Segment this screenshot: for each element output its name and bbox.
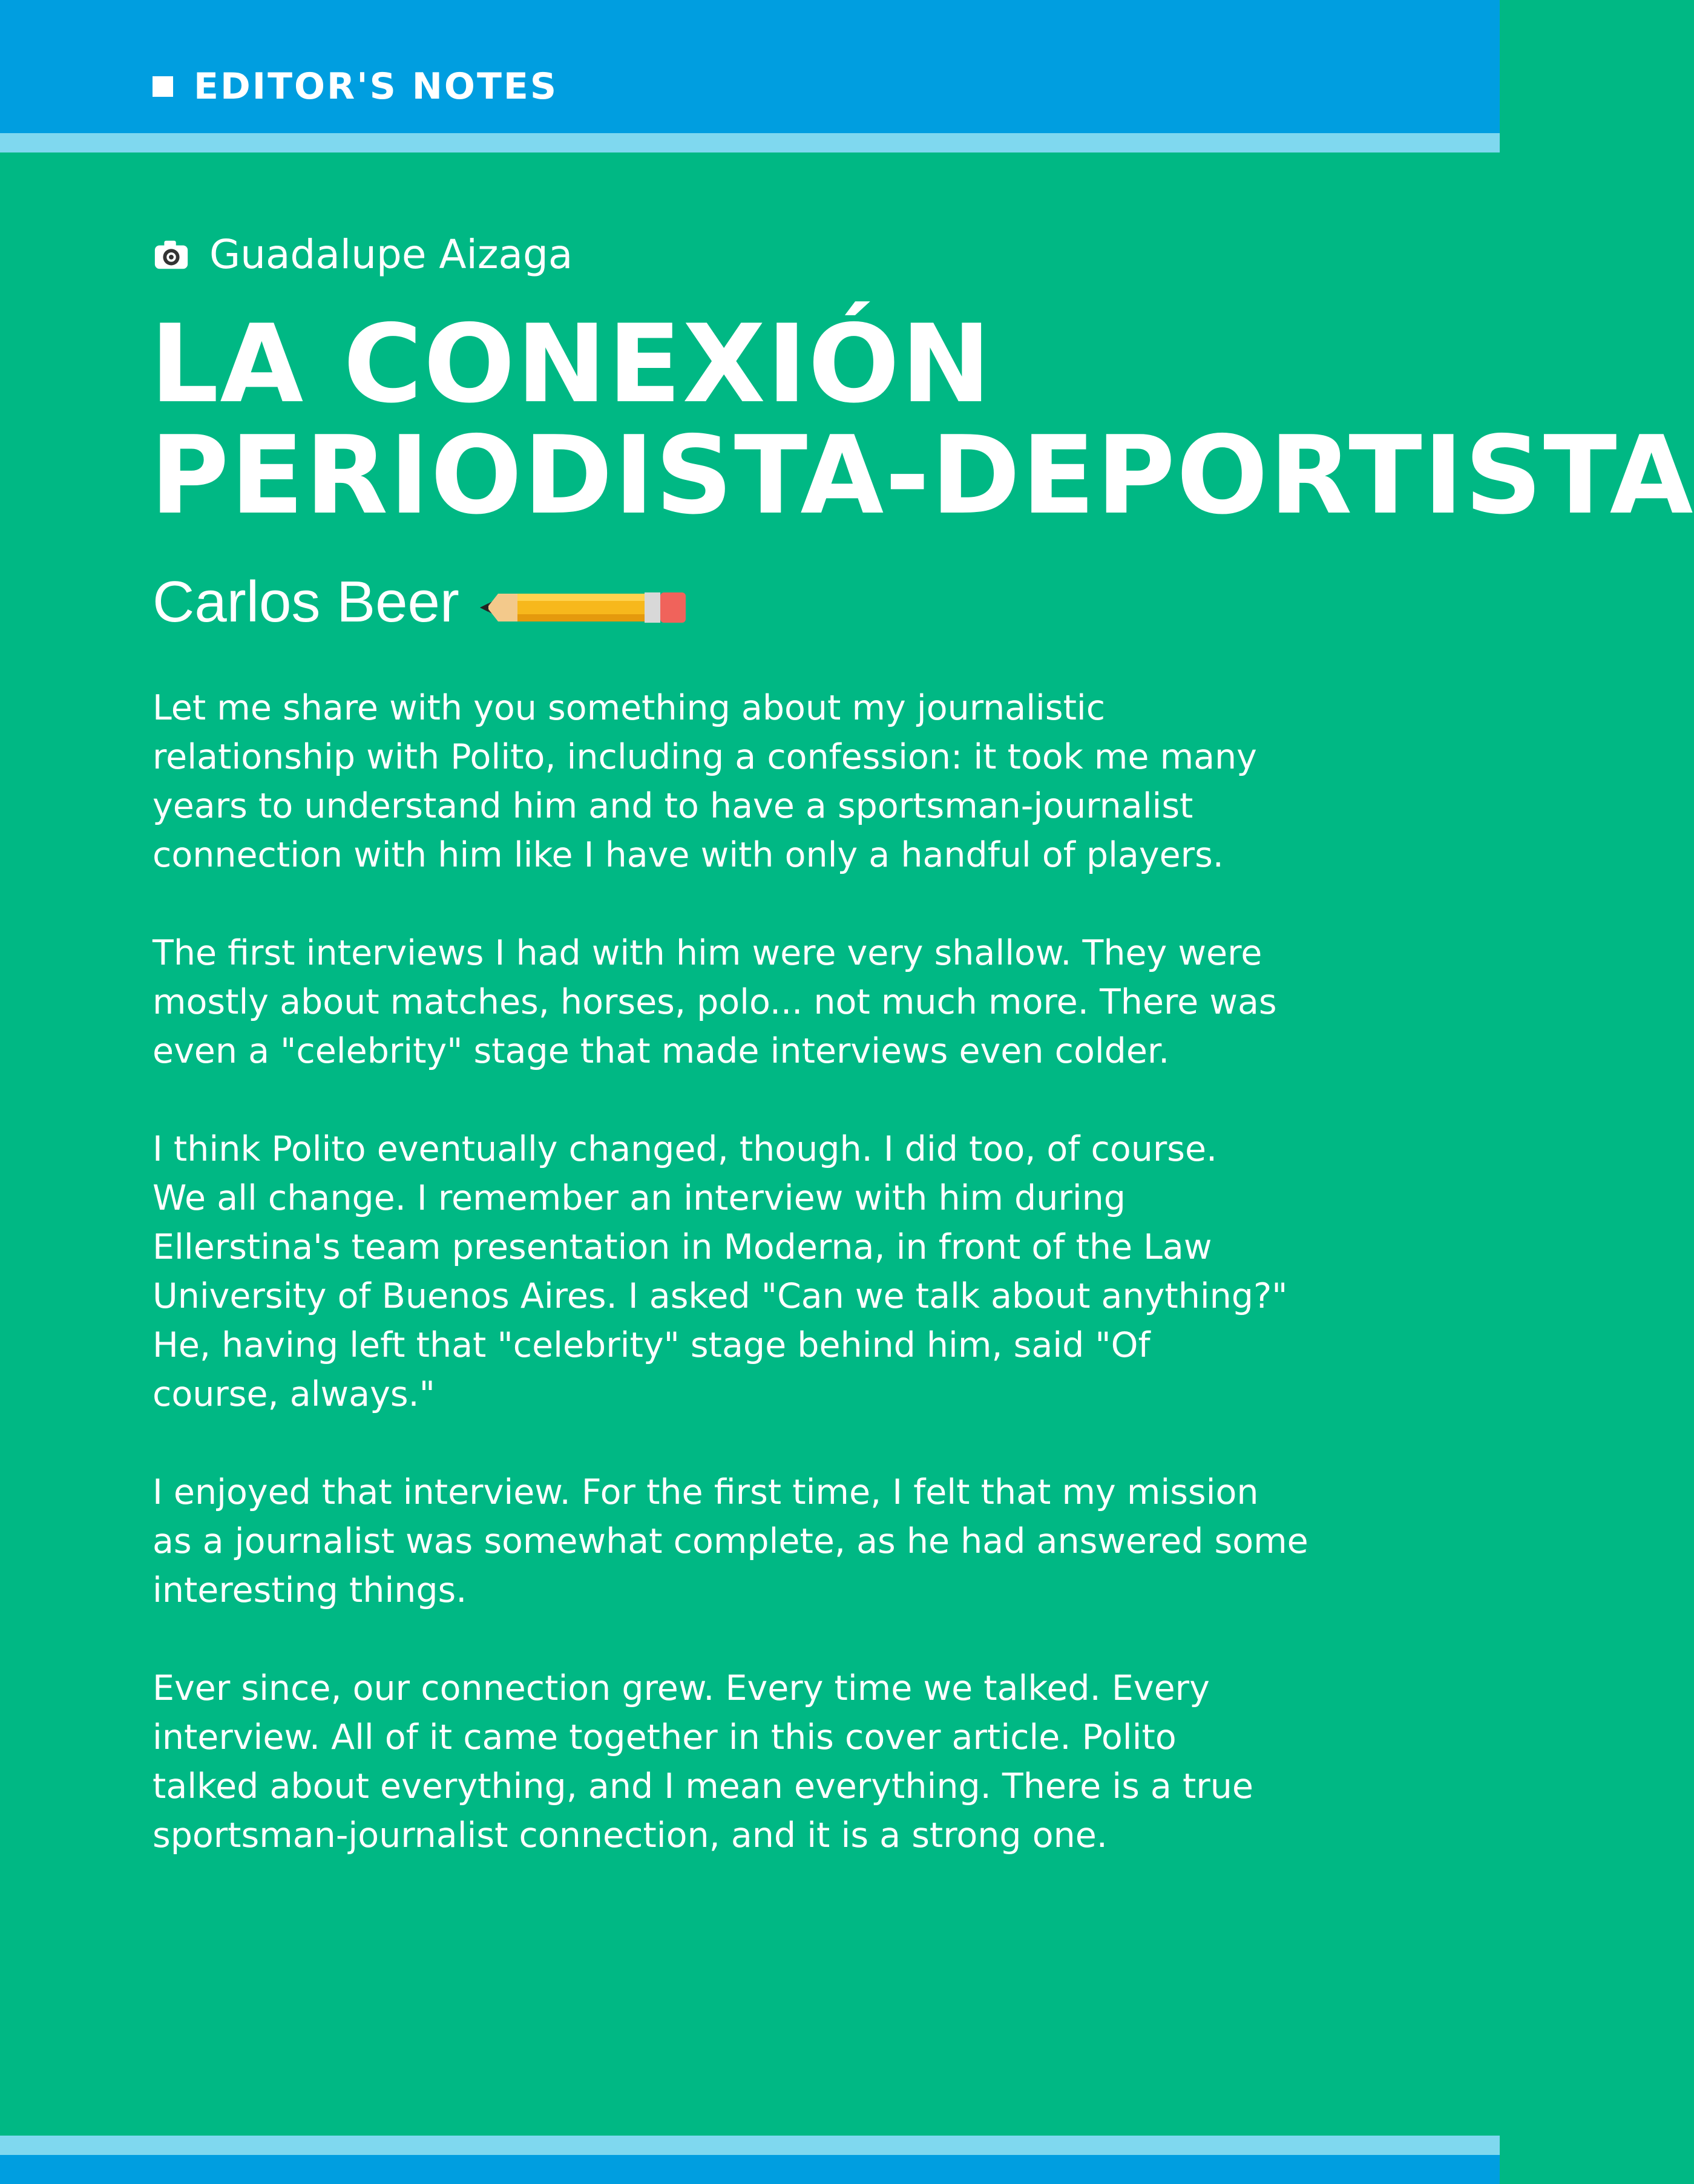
paragraph-2 — [153, 929, 1448, 1076]
text-line: The first interviews I had with him were very shallow. They were — [153, 933, 1262, 973]
paragraph-5 — [153, 1664, 1448, 1860]
text-line: connection with him like I have with only a handful of players. — [153, 835, 1224, 875]
photo-credit-name: Guadalupe Aizaga — [209, 231, 573, 278]
text-line: I think Polito eventually changed, though. I did too, of course. — [153, 1129, 1218, 1169]
pencil-icon — [480, 586, 686, 629]
footer-stripe — [0, 2136, 1500, 2155]
text-line: We all change. I remember an interview with him during — [153, 1178, 1126, 1218]
camera-icon — [153, 236, 190, 274]
text-line: talked about everything, and I mean everything. There is a true — [153, 1766, 1253, 1806]
text-line: University of Buenos Aires. I asked "Can we talk about anything?" — [153, 1276, 1288, 1316]
article-body — [153, 684, 1448, 1909]
text-line: mostly about matches, horses, polo... not much more. There was — [153, 982, 1277, 1022]
text-line: sportsman-journalist connection, and it is a strong one. — [153, 1815, 1108, 1855]
text-line: Ever since, our connection grew. Every time we talked. Every — [153, 1668, 1210, 1708]
section-label-text: EDITOR'S NOTES — [194, 65, 559, 108]
text-line: even a "celebrity" stage that made interviews even colder. — [153, 1031, 1170, 1071]
square-bullet-icon — [153, 76, 173, 97]
author-byline — [153, 569, 686, 635]
header-stripe — [0, 133, 1500, 152]
text-line: as a journalist was somewhat complete, as he had answered some — [153, 1521, 1308, 1561]
headline-line-1: LA CONEXIÓN — [150, 301, 993, 427]
paragraph-1 — [153, 684, 1448, 880]
paragraph-3 — [153, 1125, 1448, 1419]
photo-credit — [153, 231, 573, 278]
text-line: years to understand him and to have a sportsman-journalist — [153, 786, 1193, 826]
section-label — [153, 65, 558, 108]
headline — [150, 301, 1694, 538]
text-line: Ellerstina's team presentation in Moderna, in front of the Law — [153, 1227, 1212, 1267]
text-line: Let me share with you something about my journalistic — [153, 688, 1106, 728]
text-line: interesting things. — [153, 1570, 467, 1610]
headline-line-2: PERIODISTA-DEPORTISTA — [150, 413, 1694, 538]
author-name: Carlos Beer — [153, 569, 459, 634]
paragraph-4 — [153, 1468, 1448, 1615]
text-line: relationship with Polito, including a confession: it took me many — [153, 737, 1257, 777]
text-line: interview. All of it came together in this cover article. Polito — [153, 1717, 1177, 1757]
text-line: I enjoyed that interview. For the first time, I felt that my mission — [153, 1472, 1259, 1512]
text-line: course, always." — [153, 1374, 435, 1414]
footer-bar — [0, 2155, 1500, 2184]
text-line: He, having left that "celebrity" stage behind him, said "Of — [153, 1325, 1151, 1365]
